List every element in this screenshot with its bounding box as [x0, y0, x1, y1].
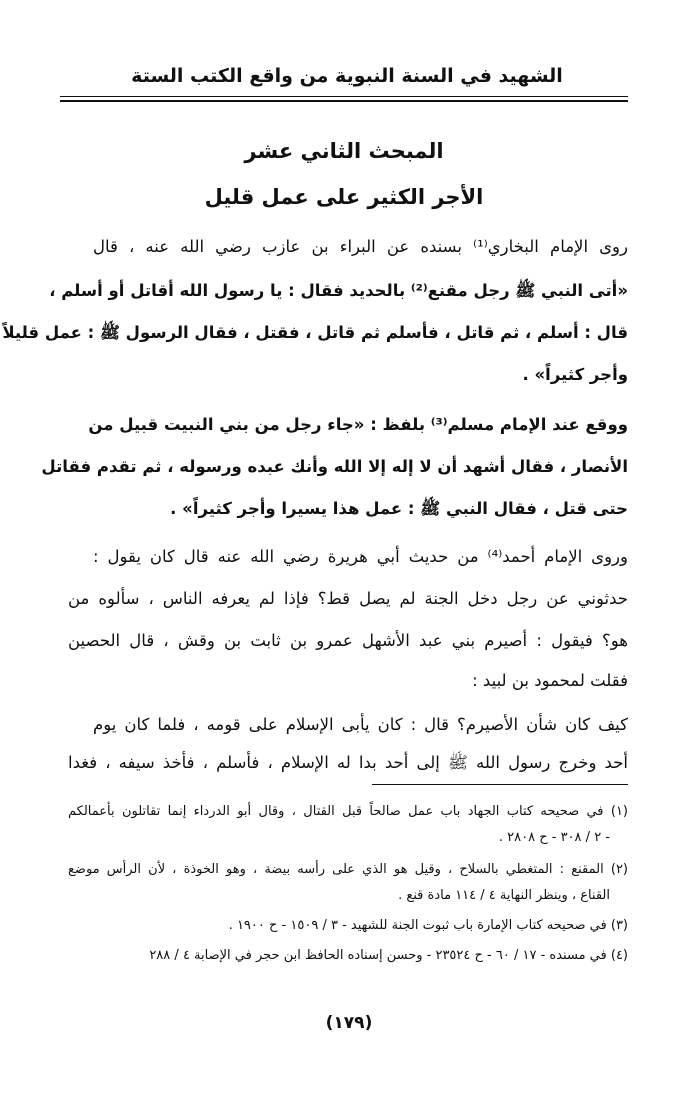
body-line: روى الإمام البخاري⁽¹⁾ بسنده عن البراء بن عازب رضي الله عنه ، قال: [93, 237, 628, 256]
body-line: أحد وخرج رسول الله ﷺ إلى أحد بدا له الإسلام ، فأسلم ، فأخذ سيفه ، فغدا: [68, 753, 628, 772]
body-line: وأجر كثيراً» .: [522, 365, 628, 384]
footnote-line: القناع ، وينظر النهاية ٤ / ١١٤ مادة قنع .: [398, 888, 610, 903]
body-line: فقلت لمحمود بن لبيد :: [472, 671, 628, 690]
body-line: ووقع عند الإمام مسلم⁽³⁾ بلفظ : «جاء رجل من بني النبيت قبيل من: [88, 415, 628, 434]
body-line: حدثوني عن رجل دخل الجنة لم يصل قط؟ فإذا لم يعرفه الناس ، سألوه من: [68, 589, 628, 608]
footnote-line: (٢) المقنع : المتغطي بالسلاح ، وقيل هو الذي على رأسه بيضة ، وهو الخوذة ، لأن الرأس موضع: [68, 862, 628, 877]
body-line: قال : أسلم ، ثم قاتل ، فأسلم ثم قاتل ، فقتل ، فقال الرسول ﷺ : عمل قليلاً: [2, 323, 628, 342]
body-line: الأنصار ، فقال أشهد أن لا إله إلا الله وأنك عبده ورسوله ، ثم تقدم فقاتل: [41, 457, 628, 476]
header-rule-thick: [60, 100, 628, 102]
body-line: هو؟ فيقول : أصيرم بني عبد الأشهل عمرو بن ثابت بن وقش ، قال الحصين: [68, 631, 628, 650]
body-line: كيف كان شأن الأصيرم؟ قال : كان يأبى الإسلام على قومه ، فلما كان يوم: [93, 715, 628, 734]
footnote-line: - ٢ / ٣٠٨ - ح ٢٨٠٨ .: [498, 830, 610, 845]
chapter-heading: المبحث الثاني عشر: [244, 139, 444, 163]
body-line: وروى الإمام أحمد⁽⁴⁾ من حديث أبي هريرة رضي الله عنه قال كان يقول :: [93, 547, 628, 566]
footnote-separator: [372, 784, 628, 785]
running-header: الشهيد في السنة النبوية من واقع الكتب الستة: [131, 65, 563, 87]
footnote-line: (٣) في صحيحه كتاب الإمارة باب ثبوت الجنة للشهيد - ٣ / ١٥٠٩ - ح ١٩٠٠ .: [228, 918, 628, 933]
section-title: الأجر الكثير على عمل قليل: [204, 185, 484, 209]
page-number: (١٧٩): [325, 1013, 373, 1033]
header-rule-thin: [60, 96, 628, 97]
body-line: «أتى النبي ﷺ رجل مقنع⁽²⁾ بالحديد فقال : يا رسول الله أقاتل أو أسلم ،: [49, 281, 628, 300]
footnote-line: (١) في صحيحه كتاب الجهاد باب عمل صالحاً قبل القتال ، وقال أبو الدرداء إنما تقاتلون بأعمالكم: [68, 804, 628, 819]
body-line: حتى قتل ، فقال النبي ﷺ : عمل هذا يسيرا وأجر كثيراً» .: [170, 499, 628, 518]
footnote-line: (٤) في مسنده - ١٧ / ٦٠ - ح ٢٣٥٢٤ - وحسن إسناده الحافظ ابن حجر في الإصابة ٤ / ٢٨٨: [149, 948, 628, 963]
